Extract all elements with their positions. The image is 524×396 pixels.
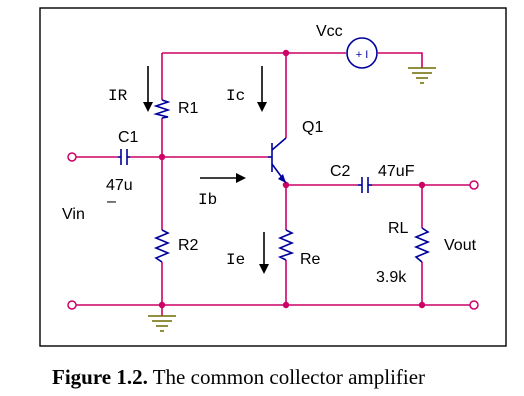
rl-resistor-symbol xyxy=(416,228,428,262)
c1-value-label: 47u xyxy=(106,177,133,194)
vcc-source-sign: + I xyxy=(355,49,369,61)
current-arrow-ib xyxy=(200,173,246,183)
ic-label: Ic xyxy=(226,87,246,105)
vcc-label: Vcc xyxy=(316,23,343,40)
c1-label: C1 xyxy=(118,129,139,146)
figure-caption xyxy=(52,365,425,389)
r2-resistor-symbol xyxy=(156,230,168,262)
ground-symbol-bottom xyxy=(148,316,176,331)
r1-label: R1 xyxy=(178,100,199,117)
c2-value-label: 47uF xyxy=(378,163,415,180)
r1-resistor-symbol xyxy=(156,100,168,118)
c2-label: C2 xyxy=(330,163,351,180)
current-arrow-ie xyxy=(259,232,269,274)
ib-label: Ib xyxy=(198,191,218,209)
r2-label: R2 xyxy=(178,237,199,254)
figure-caption-number: Figure 1.2. xyxy=(52,365,148,389)
rl-value-label: 3.9k xyxy=(376,269,407,286)
current-arrow-ir xyxy=(143,66,153,112)
c2-capacitor-symbol xyxy=(358,177,372,193)
figure-caption-text: The common collector amplifier xyxy=(147,365,426,389)
vin-label: Vin xyxy=(62,206,85,223)
current-arrow-ic xyxy=(257,66,267,112)
wires xyxy=(76,53,470,316)
rl-label: RL xyxy=(388,220,409,237)
vcc-source-symbol xyxy=(347,38,377,68)
ir-label: IR xyxy=(108,87,128,105)
q1-transistor-symbol xyxy=(268,138,286,183)
ground-symbol-vcc xyxy=(408,68,436,83)
ie-label: Ie xyxy=(226,251,246,269)
re-resistor-symbol xyxy=(280,230,292,260)
c1-capacitor-symbol xyxy=(118,149,130,165)
re-label: Re xyxy=(300,251,321,268)
vout-label: Vout xyxy=(444,237,477,254)
q1-label: Q1 xyxy=(302,119,324,136)
c1-minus-sign: – xyxy=(107,193,116,210)
